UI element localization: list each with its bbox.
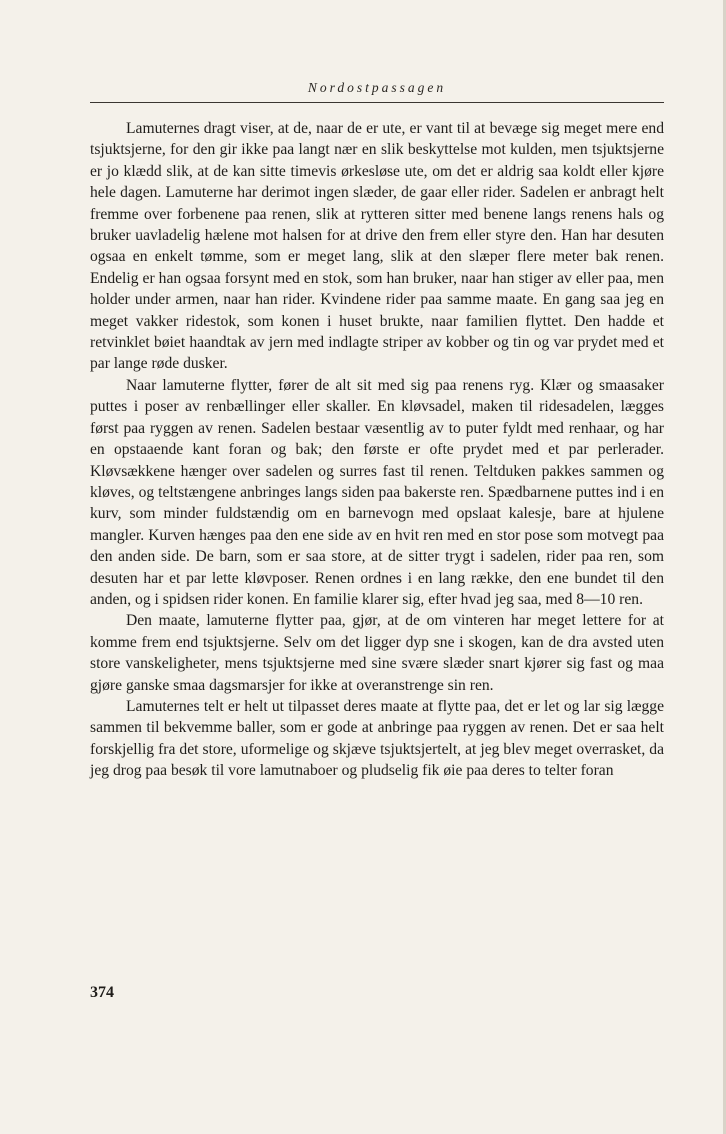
running-header: Nordostpassagen — [307, 80, 447, 95]
body-text — [90, 118, 664, 782]
paragraph: Lamuternes telt er helt ut tilpasset deres maate at flytte paa, det er let og lar sig lægge sammen til bekvemme baller, som er gode at anbringe paa ryggen av renen. Det er saa helt forskjellig fra det store, uformelige og skjæve tsjuktsjertelt, at jeg blev meget overrasket, da jeg drog paa besøk til vore lamutnaboer og pludselig fik øie paa deres to telter foran — [90, 697, 664, 780]
page-number: 374 — [90, 984, 114, 1001]
header-rule — [90, 102, 664, 103]
paragraph: Lamuternes dragt viser, at de, naar de er ute, er vant til at bevæge sig meget mere end tsjuktsjerne, for den gir ikke paa langt nær en slik beskyttelse mot kulden, men tsjuktsjerne er jo klædd slik, at de kan sitte timevis ørkesløse ute, om det er aldrig saa koldt eller kjøre hele dagen. Lamuterne har derimot ingen slæder, de gaar eller rider. Sadelen er anbragt helt fremme over forbenene paa renen, slik at rytteren sitter med benene langs renens hals og bruker uavladelig hælene mot halsen for at drive den frem eller styre den. Han har desuten ogsaa en enkelt tømme, som er meget lang, slik at den slæper flere meter bak renen. Endelig er han ogsaa forsynt med en stok, som han bruker, naar han stiger av eller paa, men holder under armen, naar han rider. Kvindene rider paa samme maate. En gang saa jeg en meget vakker ridestok, som konen i huset brukte, naar familien flyttet. Den hadde et retvinklet bøiet haandtak av jern med indlagte striper av kobber og tin og var prydet med et par lange røde dusker. — [90, 120, 664, 373]
paragraph: Naar lamuterne flytter, fører de alt sit med sig paa renens ryg. Klær og smaasaker puttes i poser av renbællinger eller skaller. En kløvsadel, maken til ridesadelen, lægges først paa ryggen av renen. Sadelen bestaar væsentlig av to puter fyldt med renhaar, og har en opstaaende kant foran og bak; den første er ofte prydet med et par perlerader. Kløvsækkene hænger over sadelen og surres fast til renen. Teltduken pakkes sammen og kløves, og teltstængene anbringes langs siden paa bakerste ren. Spædbarnene puttes ind i en kurv, som minder fuldstændig om en barnevogn med opslaat kalesje, bare at hjulene mangler. Kurven hænges paa den ene side av en hvit ren med en stor pose som motvegt paa den anden side. De barn, som er saa store, at de sitter trygt i sadelen, rider paa ren, som desuten har et par lette kløvposer. Renen ordnes i en lang række, den ene bundet til den anden, og i spidsen rider konen. En familie klarer sig, efter hvad jeg saa, med 8—10 ren. — [90, 376, 664, 608]
paragraph: Den maate, lamuterne flytter paa, gjør, at de om vinteren har meget lettere for at komme frem end tsjuktsjerne. Selv om det ligger dyp sne i skogen, kan de dra avsted uten store vanskeligheter, mens tsjuktsjerne med sine svære slæder snart kjører sig fast og maa gjøre ganske smaa dagsmarsjer for ikke at overanstrenge sin ren. — [90, 612, 664, 694]
